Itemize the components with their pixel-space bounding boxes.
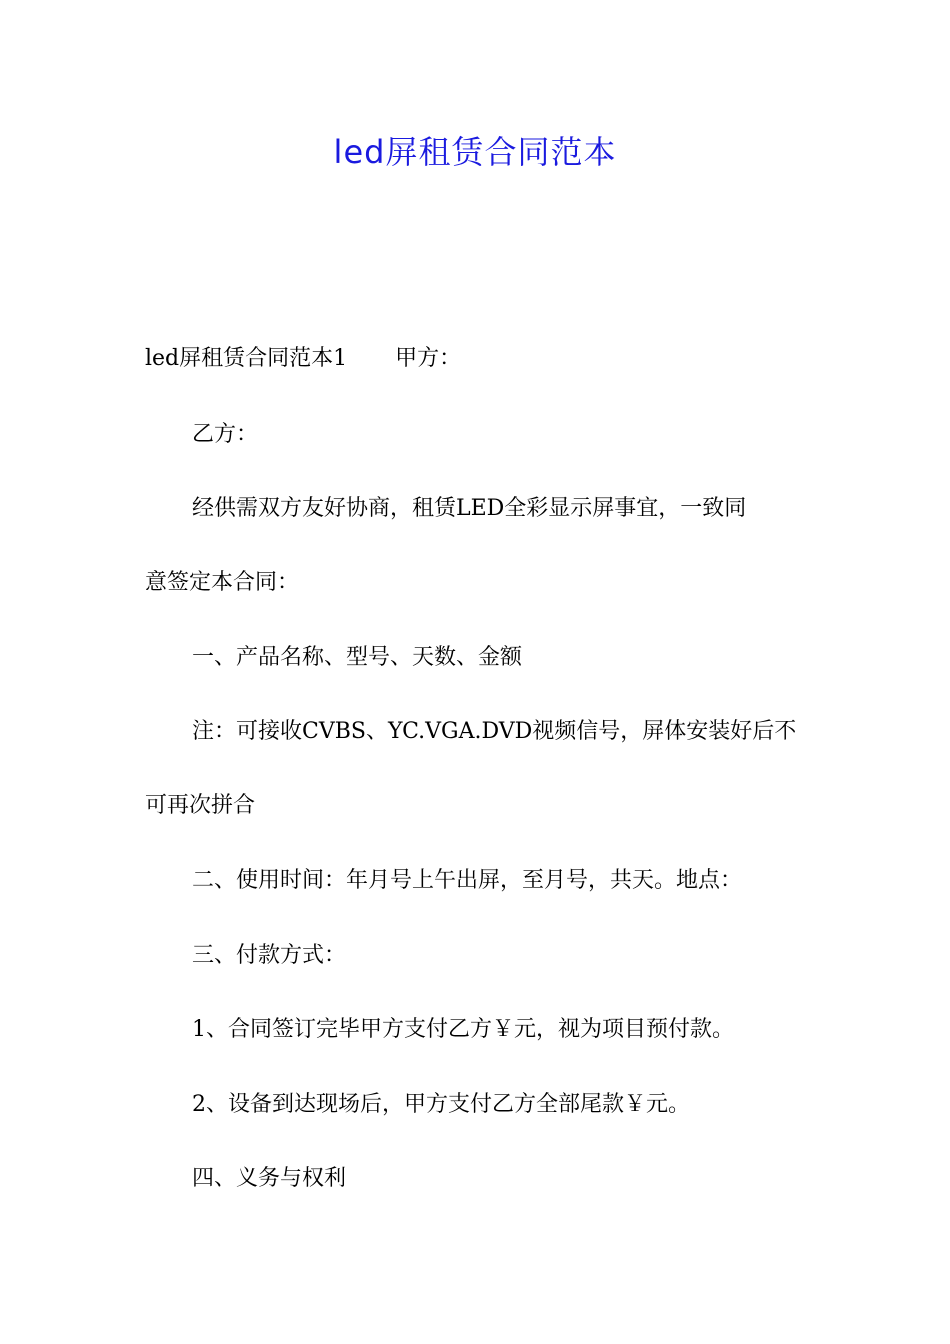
contract-heading: led屏租赁合同范本1	[145, 346, 348, 371]
note-line-1: 注：可接收CVBS、YC.VGA.DVD视频信号，屏体安装好后不	[192, 719, 797, 744]
intro-paragraph-line-2: 意签定本合同：	[145, 570, 300, 595]
section-1-heading: 一、产品名称、型号、天数、金额	[192, 645, 523, 670]
payment-item-2: 2、设备到达现场后，甲方支付乙方全部尾款￥元。	[192, 1092, 690, 1117]
note-line-2: 可再次拼合	[145, 793, 256, 818]
section-3-heading: 三、付款方式：	[192, 943, 347, 968]
section-2-usage-time: 二、使用时间：年月号上午出屏，至月号，共天。地点：	[192, 868, 743, 893]
contract-heading-line	[145, 343, 815, 375]
intro-paragraph-line-1: 经供需双方友好协商，租赁LED全彩显示屏事宜，一致同	[192, 496, 747, 521]
section-4-heading: 四、义务与权利	[192, 1166, 347, 1191]
payment-item-1: 1、合同签订完毕甲方支付乙方￥元，视为项目预付款。	[192, 1017, 734, 1042]
party-a-label: 甲方：	[395, 346, 462, 371]
document-title: led屏租赁合同范本	[333, 133, 617, 171]
party-b-label: 乙方：	[192, 422, 259, 447]
